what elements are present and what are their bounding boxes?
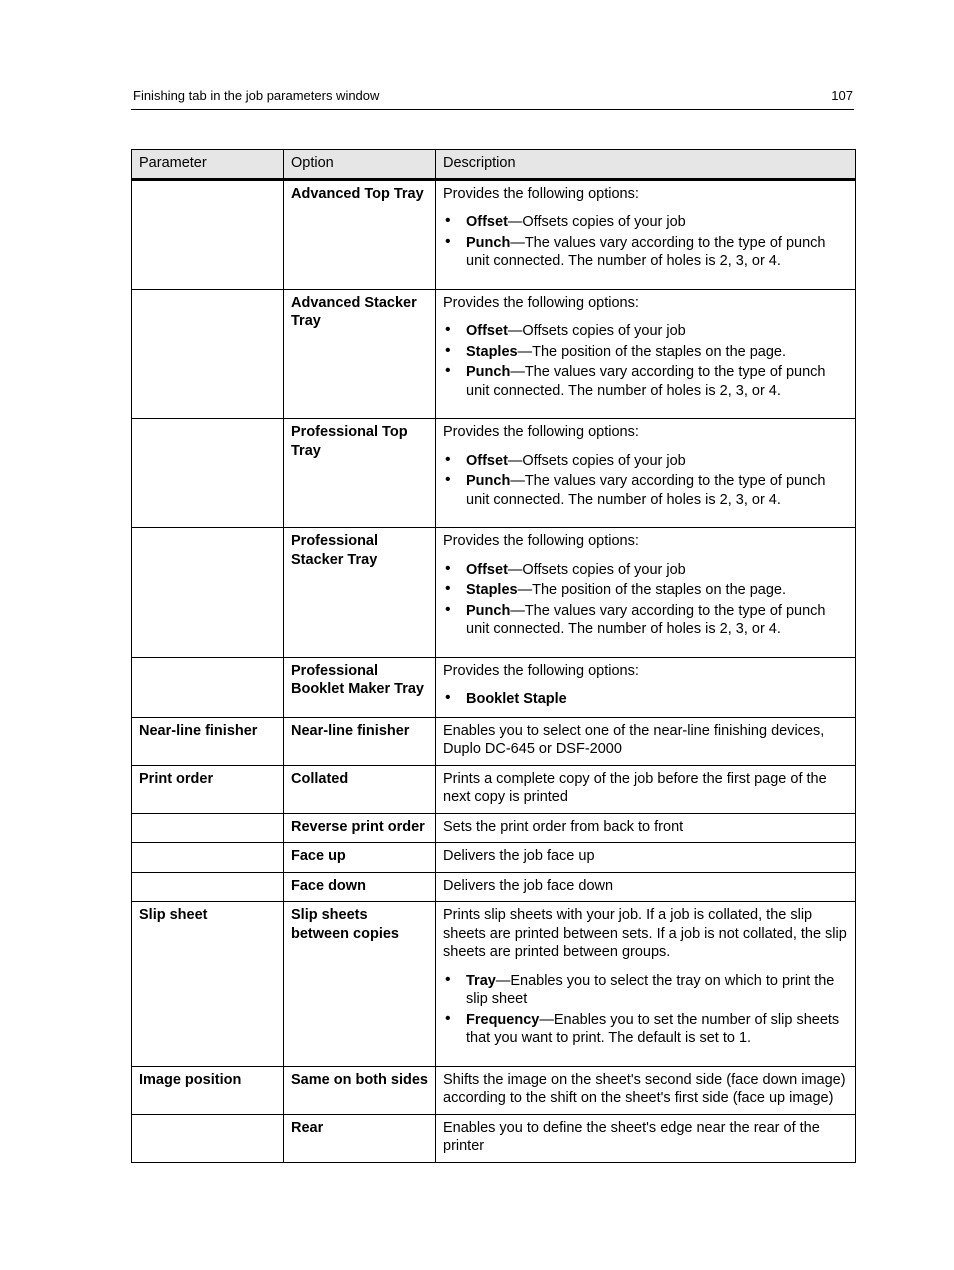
list-item-term: Tray	[466, 972, 496, 989]
table-row	[132, 528, 856, 658]
list-item-text: —The values vary according to the type of punch unit connected. The number of holes is 2, 3, or 4.	[466, 234, 826, 269]
parameter-cell	[132, 289, 284, 419]
parameter-cell	[132, 1114, 284, 1162]
description-cell	[436, 657, 856, 717]
option-cell: Rear	[284, 1114, 436, 1162]
list-item-term: Offset	[466, 561, 508, 578]
list-item-term: Punch	[466, 234, 511, 251]
option-cell: Professional Booklet Maker Tray	[284, 657, 436, 717]
parameter-cell	[132, 419, 284, 528]
running-header-title: Finishing tab in the job parameters window	[133, 88, 380, 103]
list-item	[443, 602, 848, 639]
table-row	[132, 813, 856, 843]
column-header-option: Option	[284, 150, 436, 180]
table-row	[132, 657, 856, 717]
list-item-term: Staples	[466, 582, 518, 598]
column-header-parameter: Parameter	[132, 150, 284, 180]
option-list	[443, 972, 848, 1048]
page-number: 107	[831, 88, 853, 103]
table-row	[132, 872, 856, 902]
description-text: Provides the following options:	[443, 424, 639, 440]
list-item	[443, 1011, 848, 1048]
list-item-text: —Offsets copies of your job	[507, 561, 686, 578]
parameter-cell	[132, 528, 284, 658]
description-text: Sets the print order from back to front	[443, 818, 684, 835]
list-item	[443, 234, 848, 271]
list-item	[443, 561, 848, 580]
option-cell: Face up	[284, 843, 436, 873]
list-item-term: Frequency	[466, 1011, 540, 1028]
list-item	[443, 581, 848, 600]
description-cell	[436, 902, 856, 1067]
option-cell: Professional Top Tray	[284, 419, 436, 528]
list-item-text: —Offsets copies of your job	[507, 214, 686, 230]
option-cell: Same on both sides	[284, 1066, 436, 1114]
description-text: Delivers the job face down	[443, 877, 614, 894]
description-cell	[436, 717, 856, 765]
parameter-cell	[132, 657, 284, 717]
option-cell: Collated	[284, 765, 436, 813]
description-text: Provides the following options:	[443, 185, 639, 202]
description-cell	[436, 289, 856, 419]
table-row	[132, 289, 856, 419]
description-cell	[436, 1066, 856, 1114]
option-cell: Professional Stacker Tray	[284, 528, 436, 658]
description-cell	[436, 419, 856, 528]
option-cell: Near-line finisher	[284, 717, 436, 765]
parameter-cell	[132, 179, 284, 289]
option-cell: Slip sheets between copies	[284, 902, 436, 1067]
table-row	[132, 902, 856, 1067]
table-header-row	[132, 150, 856, 180]
list-item	[443, 472, 848, 509]
list-item-text: —The values vary according to the type of punch unit connected. The number of holes is 2, 3, or 4.	[466, 364, 826, 399]
parameter-cell: Slip sheet	[132, 902, 284, 1067]
list-item	[443, 213, 848, 232]
parameter-cell	[132, 843, 284, 873]
description-cell	[436, 528, 856, 658]
table-row	[132, 1114, 856, 1162]
description-cell	[436, 872, 856, 902]
parameter-cell	[132, 872, 284, 902]
list-item-text: —The position of the staples on the page.	[517, 343, 787, 360]
option-list	[443, 452, 848, 510]
option-cell: Face down	[284, 872, 436, 902]
description-text: Provides the following options:	[443, 533, 639, 549]
description-cell	[436, 843, 856, 873]
parameter-cell: Image position	[132, 1066, 284, 1114]
option-list	[443, 690, 848, 709]
description-text: Delivers the job face up	[443, 848, 595, 864]
description-cell	[436, 179, 856, 289]
list-item-text: —Offsets copies of your job	[507, 323, 686, 339]
list-item	[443, 972, 848, 1009]
list-item-text: —The values vary according to the type of punch unit connected. The number of holes is 2, 3, or 4.	[466, 602, 826, 637]
description-text: Provides the following options:	[443, 294, 639, 311]
description-cell	[436, 813, 856, 843]
list-item	[443, 690, 848, 709]
table-row	[132, 765, 856, 813]
option-list	[443, 322, 848, 400]
description-text: Prints a complete copy of the job before the first page of the next copy is printed	[443, 770, 827, 805]
list-item-text: —The values vary according to the type of punch unit connected. The number of holes is 2, 3, or 4.	[466, 473, 826, 508]
list-item	[443, 322, 848, 341]
finishing-parameters-table	[131, 149, 856, 1163]
list-item-term: Punch	[466, 602, 511, 619]
table-row	[132, 419, 856, 528]
list-item-term: Offset	[466, 323, 508, 339]
description-text: Enables you to define the sheet's edge near the rear of the printer	[443, 1119, 820, 1154]
list-item-term: Offset	[466, 214, 508, 230]
description-text: Provides the following options:	[443, 662, 639, 679]
table-row	[132, 179, 856, 289]
list-item-text: —The position of the staples on the page.	[517, 582, 787, 598]
description-text: Prints slip sheets with your job. If a job is collated, the slip sheets are printed between sets. If a job is not collated, the slip sheets are printed between groups.	[443, 907, 847, 960]
parameter-cell: Print order	[132, 765, 284, 813]
list-item-term: Booklet Staple	[466, 691, 567, 707]
list-item	[443, 452, 848, 471]
header-rule	[131, 109, 854, 110]
list-item-text: —Offsets copies of your job	[507, 452, 686, 469]
description-text: Shifts the image on the sheet's second side (face down image) according to the shift on the sheet's first side (face up image)	[443, 1071, 846, 1106]
list-item-term: Offset	[466, 452, 508, 469]
list-item-term: Staples	[466, 343, 518, 360]
column-header-description: Description	[436, 150, 856, 180]
list-item-text: —Enables you to set the number of slip sheets that you want to print. The default is set to 1.	[466, 1011, 840, 1046]
option-cell: Advanced Stacker Tray	[284, 289, 436, 419]
table-row	[132, 717, 856, 765]
option-cell: Advanced Top Tray	[284, 179, 436, 289]
description-cell	[436, 765, 856, 813]
table-row	[132, 1066, 856, 1114]
parameter-cell: Near-line finisher	[132, 717, 284, 765]
option-list	[443, 561, 848, 639]
description-cell	[436, 1114, 856, 1162]
list-item-term: Punch	[466, 364, 511, 380]
table-row	[132, 843, 856, 873]
list-item	[443, 363, 848, 400]
option-list	[443, 213, 848, 271]
parameter-cell	[132, 813, 284, 843]
list-item	[443, 343, 848, 362]
list-item-term: Punch	[466, 473, 511, 489]
list-item-text: —Enables you to select the tray on which to print the slip sheet	[466, 972, 835, 1007]
option-cell: Reverse print order	[284, 813, 436, 843]
description-text: Enables you to select one of the near-line finishing devices, Duplo DC-645 or DSF-2000	[443, 722, 825, 757]
